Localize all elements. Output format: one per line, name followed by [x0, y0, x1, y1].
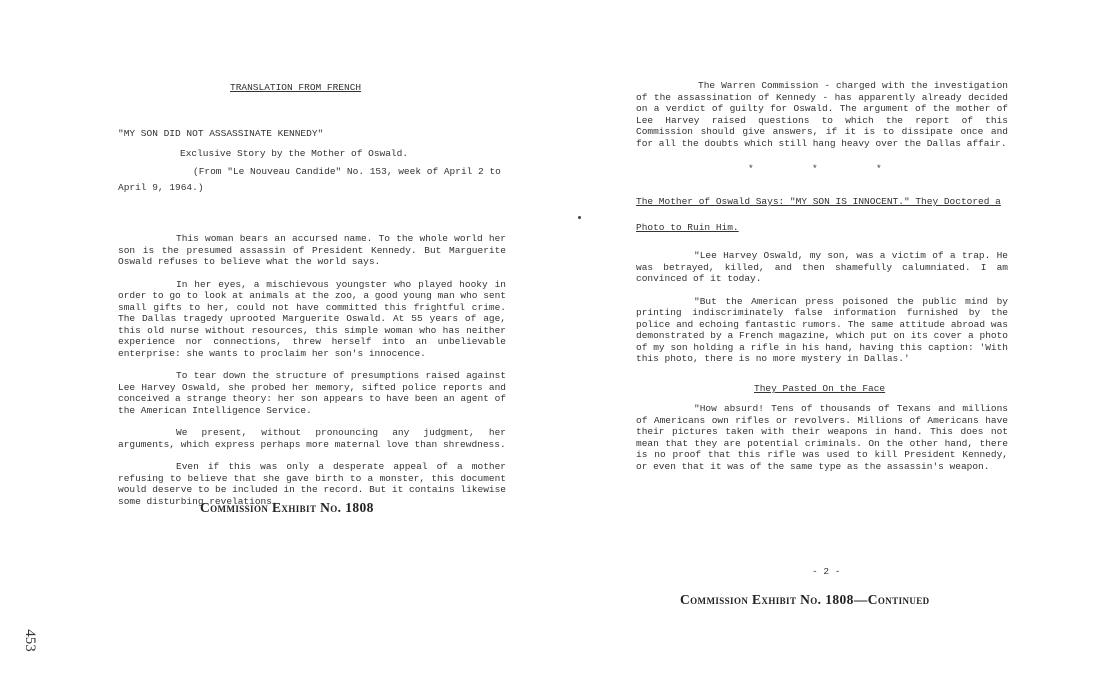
right-body-2: [636, 403, 1008, 472]
translation-header: TRANSLATION FROM FRENCH: [230, 82, 362, 93]
left-paragraph: We present, without pronouncing any judgment, her arguments, which express perhaps more maternal love than shrewdness.: [118, 427, 506, 450]
page-number: - 2 -: [812, 566, 841, 577]
scan-speck: [578, 216, 581, 219]
left-paragraph: This woman bears an accursed name. To the whole world her son is the presumed assassin of President Kennedy. But Marguerite Oswald refuses to believe what the world says.: [118, 233, 506, 267]
asterisk: *: [812, 163, 818, 174]
right-paragraph: "Lee Harvey Oswald, my son, was a victim of a trap. He was betrayed, killed, and then shamefully calumniated. I am convinced of it today.: [636, 250, 1008, 284]
right-intro: [636, 80, 1008, 149]
exhibit-caption-right: Commission Exhibit No. 1808—Continued: [680, 592, 930, 607]
right-body: [636, 250, 1008, 365]
article-title: "MY SON DID NOT ASSASSINATE KENNEDY": [118, 128, 324, 139]
section-heading-line-2: Photo to Ruin Him.: [636, 222, 739, 233]
source-line-1: (From "Le Nouveau Candide" No. 153, week of April 2 to: [193, 166, 501, 177]
right-paragraph: "But the American press poisoned the public mind by printing indiscriminately false information furnished by the police and echoing fantastic rumors. The same attitude abroad was demonstrated by a French magazine, which put on its cover a photo of my son holding a rifle in his hand, having this caption: 'With this photo, there is no more mystery in Dallas.': [636, 295, 1008, 364]
left-paragraph: Even if this was only a desperate appeal of a mother refusing to believe that she gave birth to a monster, this document would deserve to be included in the record. But it contains likewise some disturbing revelations.: [118, 461, 506, 507]
byline: Exclusive Story by the Mother of Oswald.: [180, 148, 409, 159]
intro-paragraph: The Warren Commission - charged with the investigation of the assassination of Kennedy - has apparently already decided on a verdict of guilty for Oswald. The argument of the mother of Lee Harvey raised questions to which the report of this Commission should give answers, if it is to dissipate once and for all the doubts which still hang heavy over the Dallas affair.: [636, 80, 1008, 149]
source-line-2: April 9, 1964.): [118, 182, 204, 193]
margin-page-number: 453: [21, 629, 38, 652]
left-paragraph: In her eyes, a mischievous youngster who played hooky in order to go to look at animals at the zoo, a good young man who sent small gifts to her, could not have committed this frightful crime. The Dallas tragedy uprooted Marguerite Oswald. At 55 years of age, this old nurse without resources, this simple woman who has neither experience nor connections, threw herself into an unbelievable enterprise: she wants to proclaim her son's innocence.: [118, 278, 506, 359]
asterisk: *: [876, 163, 882, 174]
exhibit-caption-left: Commission Exhibit No. 1808: [200, 500, 374, 515]
asterisk: *: [748, 163, 754, 174]
right-paragraph: "How absurd! Tens of thousands of Texans and millions of Americans own rifles or revolvers. Millions of Americans have their pictures taken with their weapons in hand. This does not mean that they are potential criminals. On the other hand, there is no proof that this rifle was used to kill President Kennedy, or even that it was of the same type as the assassin's weapon.: [636, 403, 1008, 472]
left-paragraph: To tear down the structure of presumptions raised against Lee Harvey Oswald, she probed her memory, sifted police reports and conceived a strange theory: her son appears to have been an agent of the American Intelligence Service.: [118, 370, 506, 416]
subheading: They Pasted On the Face: [754, 383, 886, 394]
left-body: [118, 233, 506, 507]
section-heading-line-1: The Mother of Oswald Says: "MY SON IS INNOCENT." They Doctored a: [636, 196, 1001, 207]
